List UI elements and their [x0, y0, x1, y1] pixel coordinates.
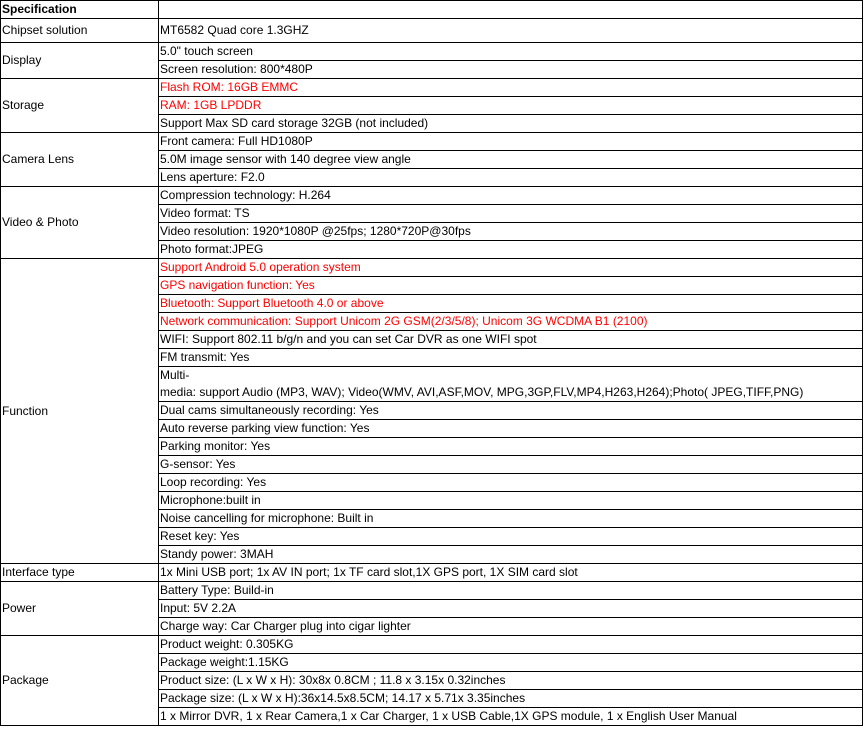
row-value-multimedia [159, 367, 863, 402]
row-value: Product size: (L x W x H): 30x8x 0.8CM ; 11.8 x 3.15x 0.32inches [159, 672, 863, 690]
row-value: Compression technology: H.264 [159, 187, 863, 205]
row-label-display: Display [1, 43, 159, 79]
table-row [1, 187, 863, 205]
row-value: MT6582 Quad core 1.3GHZ [159, 19, 863, 43]
row-value: Front camera: Full HD1080P [159, 133, 863, 151]
row-value: Charge way: Car Charger plug into cigar lighter [159, 618, 863, 636]
row-value: Support Max SD card storage 32GB (not included) [159, 115, 863, 133]
table-row [1, 564, 863, 582]
table-row [1, 259, 863, 277]
row-value: Product weight: 0.305KG [159, 636, 863, 654]
row-label-chipset: Chipset solution [1, 19, 159, 43]
row-value: Flash ROM: 16GB EMMC [159, 79, 863, 97]
row-label-storage: Storage [1, 79, 159, 133]
row-value: G-sensor: Yes [159, 456, 863, 474]
table-header-row [1, 1, 863, 19]
row-value: Standy power: 3MAH [159, 546, 863, 564]
row-value: Lens aperture: F2.0 [159, 169, 863, 187]
row-value: Auto reverse parking view function: Yes [159, 420, 863, 438]
row-label-function: Function [1, 259, 159, 564]
row-value: Parking monitor: Yes [159, 438, 863, 456]
row-value: Network communication: Support Unicom 2G GSM(2/3/5/8); Unicom 3G WCDMA B1 (2100) [159, 313, 863, 331]
row-value: 1 x Mirror DVR, 1 x Rear Camera,1 x Car Charger, 1 x USB Cable,1X GPS module, 1 x English User Manual [159, 708, 863, 726]
row-value: Microphone:built in [159, 492, 863, 510]
row-value: Package weight:1.15KG [159, 654, 863, 672]
row-value: Reset key: Yes [159, 528, 863, 546]
row-value: Bluetooth: Support Bluetooth 4.0 or above [159, 295, 863, 313]
row-label-power: Power [1, 582, 159, 636]
row-value: WIFI: Support 802.11 b/g/n and you can set Car DVR as one WIFI spot [159, 331, 863, 349]
table-row [1, 19, 863, 43]
row-value: Dual cams simultaneously recording: Yes [159, 402, 863, 420]
table-row [1, 582, 863, 600]
row-value: Input: 5V 2.2A [159, 600, 863, 618]
row-value: Support Android 5.0 operation system [159, 259, 863, 277]
row-value: Photo format:JPEG [159, 241, 863, 259]
row-value: Video resolution: 1920*1080P @25fps; 1280*720P@30fps [159, 223, 863, 241]
table-header: Specification [1, 1, 159, 19]
row-label-interface: Interface type [1, 564, 159, 582]
table-row [1, 636, 863, 654]
row-label-camera: Camera Lens [1, 133, 159, 187]
row-value: Video format: TS [159, 205, 863, 223]
row-value: 5.0M image sensor with 140 degree view angle [159, 151, 863, 169]
multimedia-line-2: media: support Audio (MP3, WAV); Video(WMV, AVI,ASF,MOV, MPG,3GP,FLV,MP4,H263,H264);Photo( JPEG,TIFF,PNG) [160, 385, 804, 399]
table-row [1, 133, 863, 151]
row-value: Noise cancelling for microphone: Built in [159, 510, 863, 528]
table-row [1, 79, 863, 97]
row-label-video: Video & Photo [1, 187, 159, 259]
row-label-package: Package [1, 636, 159, 726]
row-value: Package size: (L x W x H):36x14.5x8.5CM; 14.17 x 5.71x 3.35inches [159, 690, 863, 708]
row-value: 1x Mini USB port; 1x AV IN port; 1x TF card slot,1X GPS port, 1X SIM card slot [159, 564, 863, 582]
row-value: Battery Type: Build-in [159, 582, 863, 600]
table-header-empty [159, 1, 863, 19]
table-row [1, 43, 863, 61]
row-value: FM transmit: Yes [159, 349, 863, 367]
row-value: Loop recording: Yes [159, 474, 863, 492]
row-value: RAM: 1GB LPDDR [159, 97, 863, 115]
multimedia-line-1: Multi- [160, 368, 190, 382]
row-value: GPS navigation function: Yes [159, 277, 863, 295]
row-value: 5.0" touch screen [159, 43, 863, 61]
row-value: Screen resolution: 800*480P [159, 61, 863, 79]
